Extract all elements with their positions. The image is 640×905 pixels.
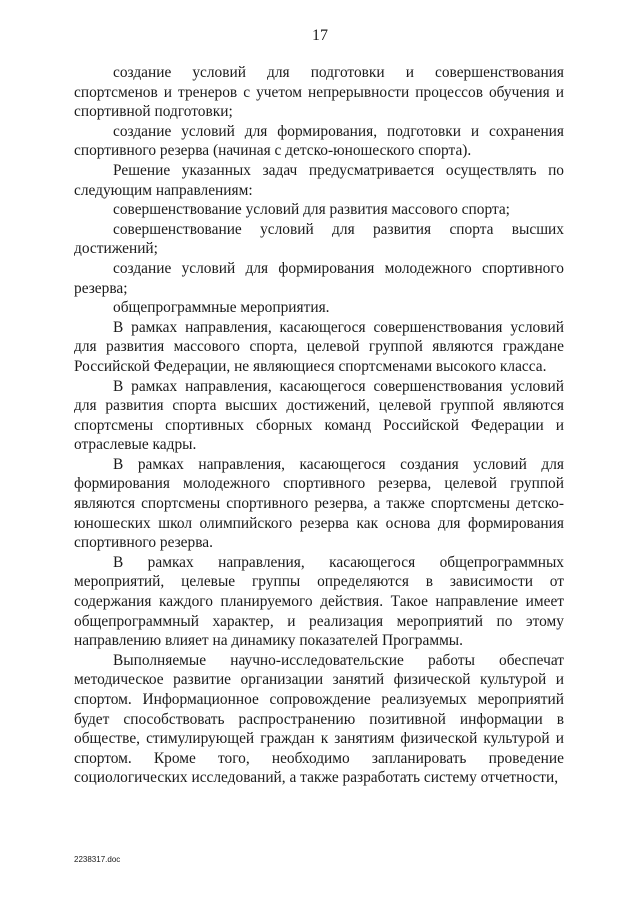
paragraph: совершенствование условий для развития спорта высших достижений; (74, 220, 564, 258)
paragraph: Решение указанных задач предусматривается осуществлять по следующим направлениям: (74, 161, 564, 199)
page-number: 17 (312, 27, 328, 44)
paragraph: совершенствование условий для развития массового спорта; (113, 201, 510, 219)
paragraph: В рамках направления, касающегося общепрограммных мероприятий, целевые группы определяются в зависимости от содержания каждого планируемого действия. Такое направление имеет общепрограммный характер, и реализация мероприятий по этому направлению влияет на динамику показателей Программы. (74, 553, 564, 650)
paragraph: создание условий для формирования молодежного спортивного резерва; (74, 259, 564, 297)
paragraph: В рамках направления, касающегося совершенствования условий для развития спорта высших достижений, целевой группой являются спортсмены спортивных сборных команд Российской Федерации и отраслевые кадры. (74, 377, 564, 454)
paragraph: общепрограммные мероприятия. (113, 299, 330, 317)
paragraph: создание условий для формирования, подготовки и сохранения спортивного резерва (начиная с детско-юношеского спорта). (74, 122, 564, 160)
document-body (74, 63, 564, 788)
paragraph: В рамках направления, касающегося совершенствования условий для развития массового спорта, целевой группой являются граждане Российской Федерации, не являющиеся спортсменами высокого класса. (74, 318, 564, 375)
paragraph: создание условий для подготовки и совершенствования спортсменов и тренеров с учетом непрерывности процессов обучения и спортивной подготовки; (74, 64, 564, 121)
footer-filename: 2238317.doc (74, 855, 121, 864)
paragraph: Выполняемые научно-исследовательские работы обеспечат методическое развитие организации занятий физической культурой и спортом. Информационное сопровождение реализуемых мероприятий будет способствовать распространению позитивной информации в обществе, стимулирующей граждан к занятиям физической культурой и спортом. Кроме того, необходимо запланировать проведение социологических исследований, а также разработать систему отчетности, (74, 651, 564, 787)
paragraph: В рамках направления, касающегося создания условий для формирования молодежного спортивного резерва, целевой группой являются спортсмены спортивного резерва, а также спортсмены детско-юношеских школ олимпийского резерва как основа для формирования спортивного резерва. (74, 455, 564, 552)
